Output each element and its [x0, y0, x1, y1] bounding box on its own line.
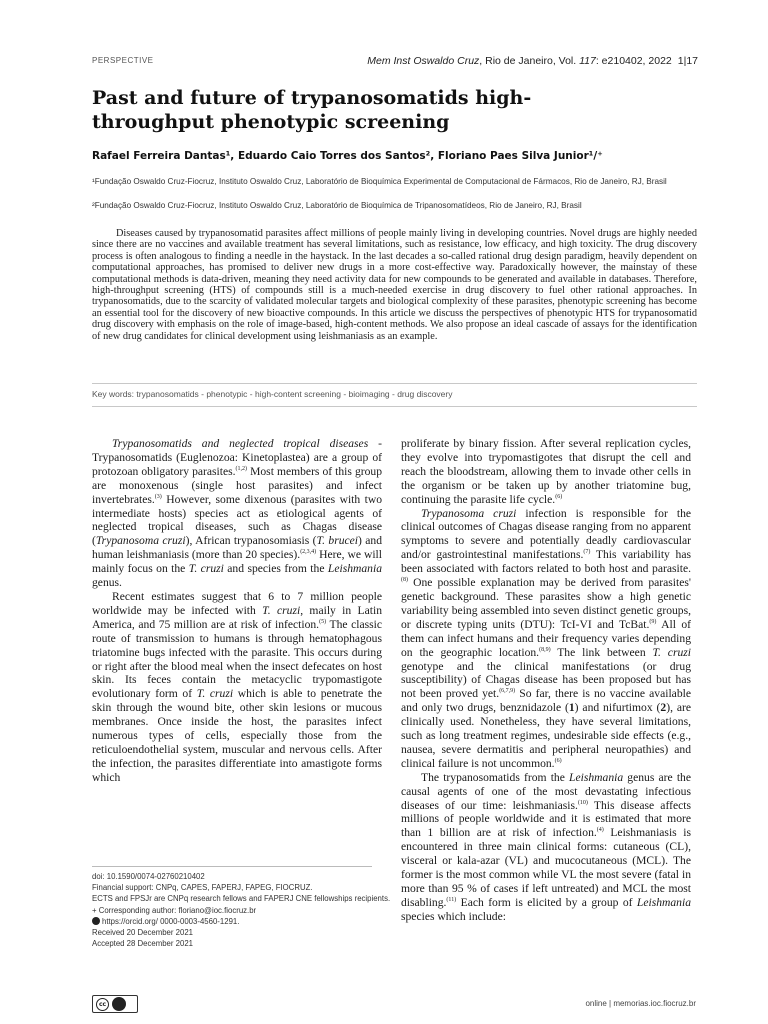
paragraph-intro: Trypanosomatids and neglected tropical diseases - Trypanosomatids (Euglenozoa: Kinetoplastea) are a group of protozoan obligatory parasites.$^{(1,2)}$ Most members of this group are monoxenous (single host parasites) and infect invertebrates.$^{(3)}$ However, some dixenous (parasites with two intermediate hosts) species act as etiological agents of neglected tropical diseases, such as Chagas disease (Trypanosoma cruzi), African trypanosomiasis (T. brucei) and human leishmaniasis (more than 20 species).$^{(2,3,4)}$ Here, we will mainly focus on the T. cruzi and species from the Leishmania genus. — [92, 437, 382, 590]
accepted-date: Accepted 28 December 2021 — [92, 939, 193, 949]
paragraph-proliferate: proliferate by binary fission. After several replication cycles, they evolve into trypomastigotes that disrupt the cell and reach the bloodstream, allowing them to invade other cells in the organism or be taken up by another triatomine bug, continuing the parasite life cycle.$^{(6)}$ — [401, 437, 691, 506]
affiliation-2: ²Fundação Oswaldo Cruz-Fiocruz, Instituto Oswaldo Cruz, Laboratório de Bioquímica de Tripanosomatídeos, Rio de Janeiro, RJ, Brasil — [92, 201, 582, 210]
paragraph-cruzi-infection: Trypanosoma cruzi infection is responsible for the clinical outcomes of Chagas disease ranging from no apparent symptoms to severe and potentially deadly cardiovascular and/or gastrointestinal manifestations.$^{(7)}$ This variability has been associated with factors related to both host and parasite.$^{(8)}$ One possible explanation may be derived from parasites' genetic background. These parasites show a high genetic variability being assembled into seven distinct genetic groups, or discrete typing units (DTU): TcI-VI and TcBat.$^{(9)}$ All of them can infect humans and their frequency varies depending on the geographic location.$^{(8,9)}$ The link between T. cruzi genotype and the clinical manifestations (or drug susceptibility) of Chagas disease has been proposed but has not been proved yet.$^{(6,7,9)}$ So far, there is no vaccine available and only two drugs, benznidazole (1) and nifurtimox (2), are clinically used. Nonetheless, they have several limitations, such as long treatment regimes, undesirable side effects (e.g., nausea, severe dermatitis and peripheral neuropathies) and clinical failure is not uncommon.$^{(6)}$ — [401, 506, 691, 770]
creative-commons-icon: cc — [96, 998, 109, 1011]
body-column-left — [92, 437, 382, 799]
section-label: PERSPECTIVE — [92, 56, 154, 65]
received-date: Received 20 December 2021 — [92, 928, 193, 938]
fellowship-note: ECTS and FPSJr are CNPq research fellows and FAPERJ CNE fellowships recipients. — [92, 894, 391, 904]
body-column-right — [401, 437, 691, 985]
paragraph-leishmania: The trypanosomatids from the Leishmania genus are the causal agents of one of the most devastating infectious diseases of our time: leishmaniasis.$^{(10)}$ This disease affects millions of people worldwide and it is estimated that more than 1 billion are at risk of infection.$^{(4)}$ Leishmaniasis is encountered in three main clinical forms: cutaneous (CL), visceral or kala-azar (VL) and mucocutaneous (MCL). The former is the most common while VL the most severe (fatal in more than 95 % of cases if left untreated) and MCL the most disabling.$^{(11)}$ Each form is elicited by a group of Leishmania species which include: — [401, 770, 691, 923]
page-number: 1|17 — [677, 55, 698, 67]
orcid-link[interactable]: https://orcid.org/ 0000-0003-4560-1291. — [102, 916, 240, 926]
paragraph-estimates: Recent estimates suggest that 6 to 7 million people worldwide may be infected with T. cruzi, maily in Latin America, and 75 million are at risk of infection.$^{(5)}$ The classic route of transmission to humans is through hematophagous triatomine bugs infected with the parasite. This occurs during or right after the blood meal when the insect defecates on host skin. Its feces contain the metacyclic trypomastigote evolutionary form of T. cruzi which is able to penetrate the skin through the wound bite, other skin lesions or mucous membranes. Once inside the host, the parasites infect numerous types of cells, especially those from the reticuloendothelial system, muscular and nervous cells. After the infection, the parasites differentiate into amastigote forms which — [92, 589, 382, 784]
article-id: : e210402, 2022 — [595, 55, 672, 67]
footnote-divider — [92, 866, 372, 867]
citation-text: , Rio de Janeiro, Vol. — [479, 55, 580, 67]
doi[interactable]: doi: 10.1590/0074-02760210402 — [92, 872, 205, 881]
volume-number: 117 — [579, 55, 596, 67]
cc-by-license-badge[interactable] — [92, 995, 138, 1013]
orcid-icon — [92, 917, 100, 925]
orcid-line — [92, 916, 392, 927]
author-list: Rafael Ferreira Dantas¹, Eduardo Caio Torres dos Santos², Floriano Paes Silva Junior¹/⁺ — [92, 150, 603, 162]
journal-name: Mem Inst Oswaldo Cruz — [367, 55, 480, 67]
financial-support: Financial support: CNPq, CAPES, FAPERJ, FAPEG, FIOCRUZ. — [92, 883, 313, 893]
article-footnotes — [92, 871, 392, 949]
keywords: Key words: trypanosomatids - phenotypic - high-content screening - bioimaging - drug discovery — [92, 383, 697, 407]
abstract: Diseases caused by trypanosomatid parasites affect millions of people mainly living in developing countries. Novel drugs are highly needed since there are no vaccines and available treatment has several limitations, such as resistance, low efficacy, and high toxicity. The drug discovery process is often analogous to finding a needle in the haystack. In the last decades a so-called rational drug design paradigm, heavily dependent on computational approaches, has promised to deliver new drugs in a more cost-effective way. Paradoxically however, the mainstay of these computational methods is data-driven, meaning they need activity data for new compounds to be generated and available in databases. Therefore, high-throughput screening (HTS) of compounds still is a much-needed exercise in drug discovery to fuel other rational approaches. In trypanosomatids, due to the scarcity of validated molecular targets and biological complexity of these parasites, phenotypic screening has become an essential tool for the discovery of new bioactive compounds. In this article we discuss the perspectives of phenotypic HTS for trypanosomatid drug discovery with emphasis on the role of image-based, high-content methods. We also propose an ideal cascade of assays for the identification of new drug candidates for clinical development using leishmaniasis as an example. — [92, 228, 697, 342]
corresponding-author: + Corresponding author: floriano@ioc.fiocruz.br — [92, 905, 257, 915]
article-title: Past and future of trypanosomatids high-throughput phenotypic screening — [92, 87, 532, 133]
journal-citation — [367, 55, 698, 67]
affiliation-1: ¹Fundação Oswaldo Cruz-Fiocruz, Instituto Oswaldo Cruz, Laboratório de Bioquímica Experimental de Computacional de Fármacos, Rio de Janeiro, RJ, Brasil — [92, 177, 667, 186]
journal-website[interactable]: online | memorias.ioc.fiocruz.br — [585, 999, 696, 1008]
attribution-icon — [112, 997, 126, 1011]
